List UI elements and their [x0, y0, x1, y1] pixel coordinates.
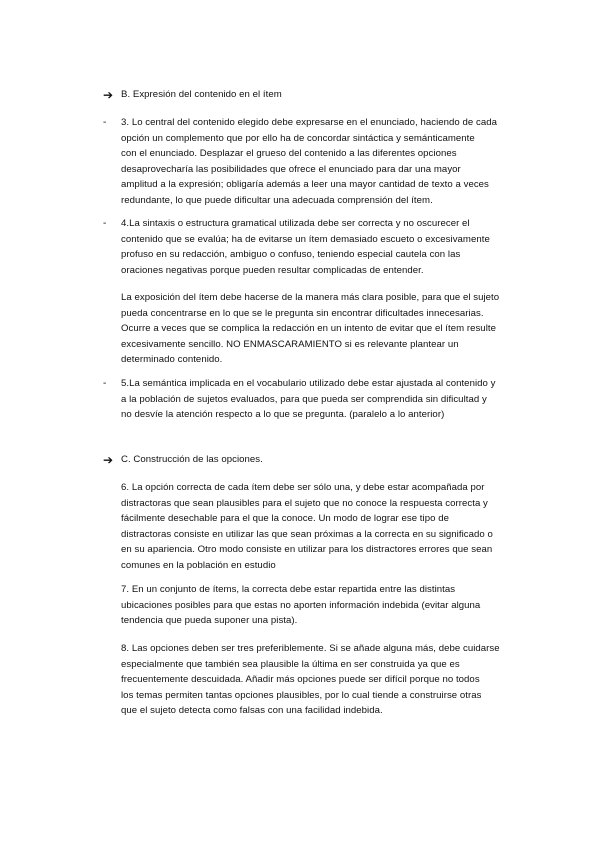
paragraph-line: fácilmente desechable para el que la conoce. Un modo de lograr ese tipo de [121, 513, 449, 524]
paragraph-line: excesivamente sencillo. NO ENMASCARAMIENTO si es relevante plantear un [121, 338, 459, 350]
dash-bullet: - [103, 117, 107, 128]
dash-bullet: - [103, 378, 107, 389]
paragraph-line: Ocurre a veces que se complica la redacción en un intento de evitar que el ítem resulte [121, 323, 496, 334]
arrow-bullet-icon: ➔ [103, 453, 114, 467]
paragraph-line: La exposición del ítem debe hacerse de la manera más clara posible, para que el sujeto [121, 292, 500, 303]
paragraph-line: frecuentemente descuidada. Añadir más opciones puede ser difícil porque no todos [121, 674, 480, 685]
paragraph-line: los temas permiten tantas opciones plausibles, por lo cual tiende a construirse otras [121, 689, 482, 701]
paragraph-line: a la población de sujetos evaluados, para que pueda ser comprendida sin dificultad y [121, 393, 487, 405]
paragraph-line: contenido que se evalúa; ha de evitarse un ítem demasiado escueto o excesivamente [121, 233, 490, 245]
paragraph-line: 4.La sintaxis o estructura gramatical utilizada debe ser correcta y no oscurecer el [121, 218, 470, 229]
paragraph-line: 3. Lo central del contenido elegido debe expresarse en el enunciado, haciendo de cada [121, 117, 498, 128]
paragraph-line: 6. La opción correcta de cada ítem debe ser sólo una, y debe estar acompañada por [121, 482, 485, 493]
paragraph-line: profuso en su redacción, ambiguo o confuso, teniendo especial cautela con las [121, 249, 461, 260]
paragraph-line: determinado contenido. [121, 354, 223, 365]
paragraph-line: 8. Las opciones deben ser tres preferiblemente. Si se añade alguna más, debe cuidarse [121, 643, 500, 654]
paragraph-line: distractoras que sean plausibles para el sujeto que no conoce la respuesta correcta y [121, 497, 488, 509]
dash-bullet: - [103, 218, 107, 229]
paragraph-line: que el sujeto detecta como falsas con una facilidad indebida. [121, 705, 383, 716]
paragraph-line: tendencia que pueda suponer una pista). [121, 615, 298, 626]
paragraph-line: oraciones negativas porque pueden resultar complicadas de entender. [121, 264, 424, 276]
paragraph-line: opción un complemento que por ello ha de concordar sintáctica y semánticamente [121, 132, 475, 144]
paragraph-line: redundante, lo que puede dificultar una adecuada comprensión del ítem. [121, 194, 433, 206]
arrow-bullet-icon: ➔ [103, 88, 114, 102]
paragraph-line: distractoras consiste en utilizar las que sean próximas a la correcta en su significado o [121, 528, 493, 540]
heading-text: B. Expresión del contenido en el ítem [121, 89, 282, 100]
paragraph-line: no desvíe la atención respecto a lo que se pregunta. (paralelo a lo anterior) [121, 409, 445, 420]
paragraph-line: desaprovecharía las posibilidades que ofrece el enunciado para dar una mayor [121, 163, 461, 175]
paragraph-line: especialmente que también sea plausible la última en ser construida ya que es [121, 658, 460, 670]
paragraph-line: pueda concentrarse en lo que se le pregunta sin encontrar dificultades innecesarias. [121, 307, 484, 319]
paragraph-line: 5.La semántica implicada en el vocabulario utilizado debe estar ajustada al contenido y [121, 378, 496, 389]
heading-text: C. Construcción de las opciones. [121, 454, 263, 465]
paragraph-line: ubicaciones posibles para que estas no aporten información indebida (evitar alguna [121, 599, 481, 611]
paragraph-line: en su apariencia. Otro modo consiste en utilizar para los distractores errores que sean [121, 544, 493, 555]
paragraph-line: amplitud a la expresión; obligaría además a leer una mayor cantidad de texto a veces [121, 179, 489, 190]
paragraph-line: comunes en la población en estudio [121, 559, 276, 571]
paragraph-line: con el enunciado. Desplazar el grueso del contenido a las diferentes opciones [121, 148, 457, 159]
paragraph-line: 7. En un conjunto de ítems, la correcta debe estar repartida entre las distintas [121, 584, 456, 595]
